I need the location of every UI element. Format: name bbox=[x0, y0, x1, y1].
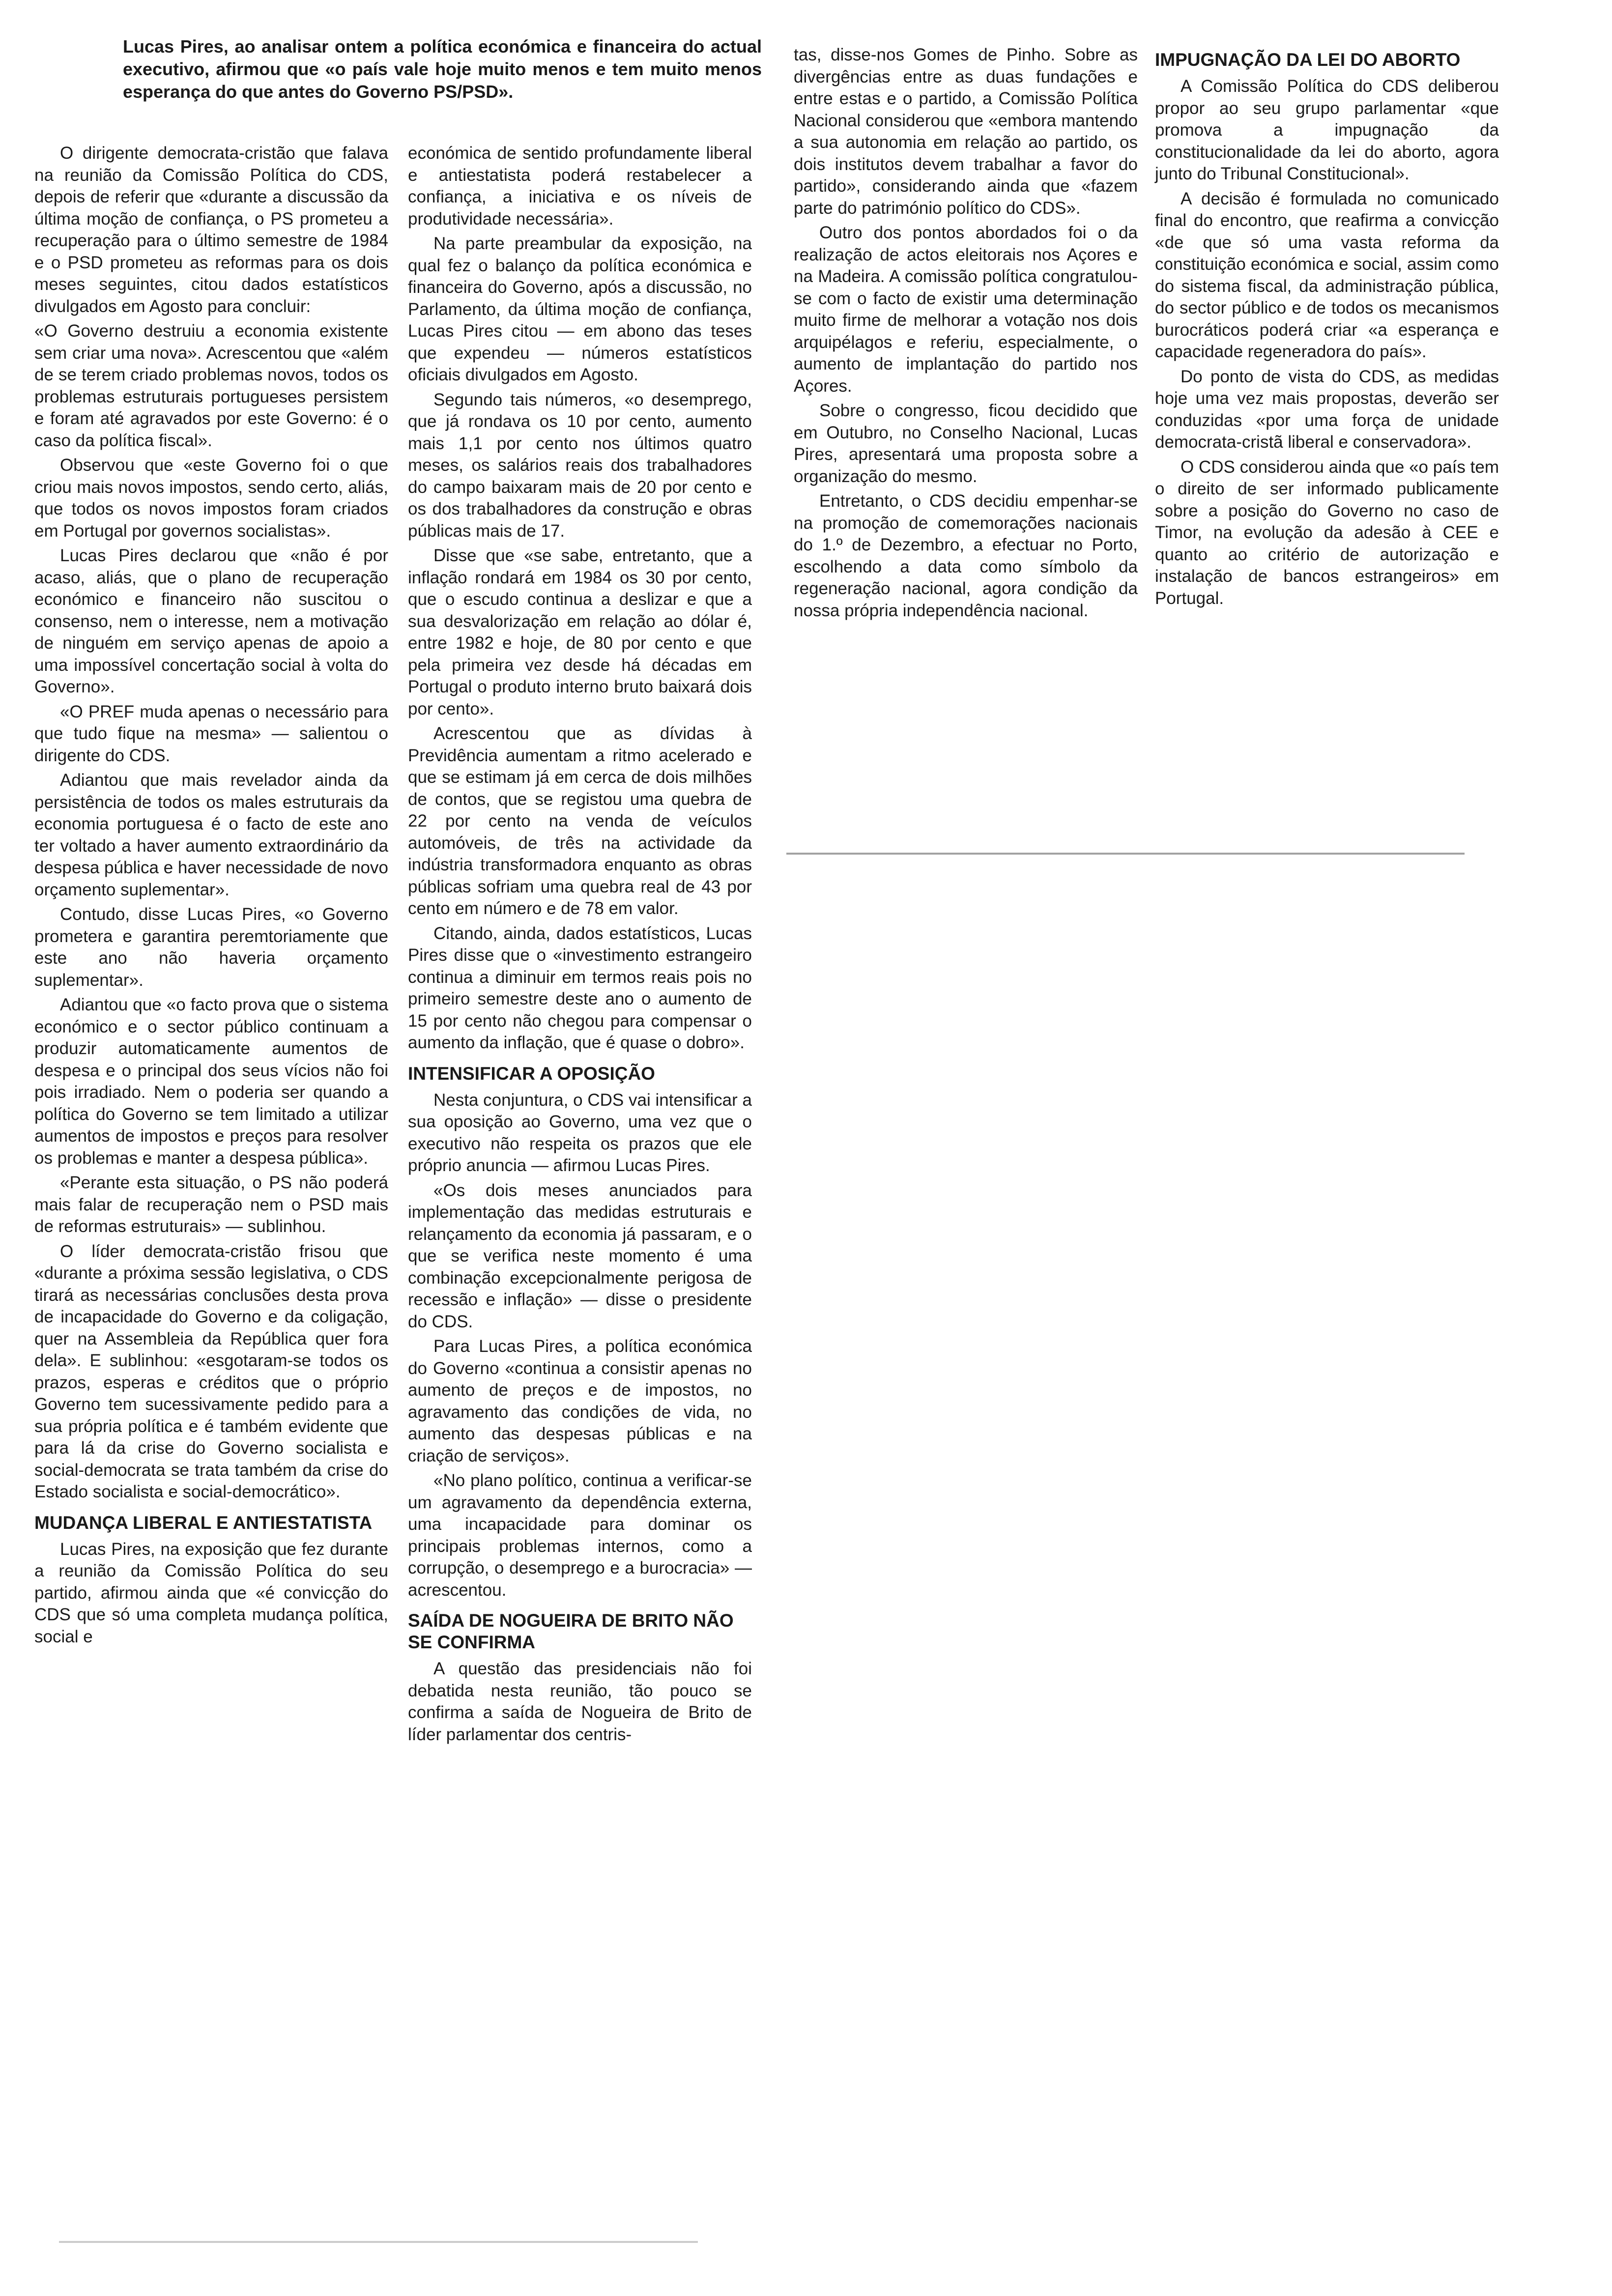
paragraph: «Os dois meses anunciados para implementação das medidas estruturais e relançamento da economia já passaram, e o que se verifica neste momento é uma combinação excepcionalmente perigosa de recessão e inflação» — disse o presidente do CDS. bbox=[408, 1180, 752, 1331]
paragraph: «No plano político, continua a verificar-se um agravamento da dependência externa, uma incapacidade para dominar os principais problemas internos, como a corrupção, o desemprego e a burocracia» — acrescentou. bbox=[408, 1471, 752, 1600]
paragraph: Na parte preambular da exposição, na qual fez o balanço da política económica e financeira do Governo, após a discussão, no Parlamento, da última moção de confiança, Lucas Pires citou — em abono das teses que expendeu — números estatísticos oficiais divulgados em Agosto. bbox=[408, 234, 752, 384]
paragraph: Adiantou que «o facto prova que o sistema económico e o sector público continuam a produzir automaticamente aumentos de despesa e o principal dos seus vícios não foi pois irradiado. Nem o poderia ser quando a política do Governo se tem limitado a utilizar aumentos de impostos e preços para resolver os problemas e manter a despesa pública». bbox=[34, 995, 388, 1168]
paragraph: O dirigente democrata-cristão que falava na reunião da Comissão Política do CDS, depois de referir que «durante a discussão da última moção de confiança, o PS prometeu a recuperação para o último semestre de 1984 e o PSD prometeu as reformas para os dois meses seguintes, citou dados estatísticos divulgados em Agosto para concluir: bbox=[34, 144, 388, 316]
paragraph: Adiantou que mais revelador ainda da persistência de todos os males estruturais da economia portuguesa é o facto de este ano ter voltado a haver aumento extraordinário da despesa pública e haver necessidade de novo orçamento suplementar». bbox=[34, 771, 388, 899]
paragraph: «O Governo destruiu a economia existente sem criar uma nova». Acrescentou que «além de se terem criado problemas novos, todos os problemas estruturais portugueses persistem e foram até agravados por este Governo: é o caso da política fiscal». bbox=[34, 321, 388, 450]
paragraph: Sobre o congresso, ficou decidido que em Outubro, no Conselho Nacional, Lucas Pires, apresentará uma proposta sobre a organização do mesmo. bbox=[794, 401, 1138, 486]
paragraph: Citando, ainda, dados estatísticos, Lucas Pires disse que o «investimento estrangeiro continua a diminuir em termos reais pois no primeiro semestre deste ano o aumento de 15 por cento não chegou para compensar o aumento da inflação, que é quase o dobro». bbox=[408, 923, 752, 1052]
column-1 bbox=[34, 143, 388, 1651]
section-heading: INTENSIFICAR A OPOSIÇÃO bbox=[408, 1063, 655, 1084]
paragraph: Entretanto, o CDS decidiu empenhar-se na promoção de comemorações nacionais do 1.º de Dezembro, a efectuar no Porto, escolhendo a data como símbolo da regeneração nacional, agora condição da nossa própria independência nacional. bbox=[794, 491, 1138, 620]
paragraph: A decisão é formulada no comunicado final do encontro, que reafirma a convicção «de que só uma vasta reforma da constituição económica e social, assim como do sistema fiscal, da administração pública, do sector público e de todos os mecanismos burocráticos poderá criar «a esperança e capacidade regeneradora do país». bbox=[1155, 189, 1499, 361]
paragraph: A Comissão Política do CDS deliberou propor ao seu grupo parlamentar «que promova a impugnação da constitucionalidade da lei do aborto, agora junto do Tribunal Constitucional». bbox=[1155, 77, 1499, 183]
paragraph: Lucas Pires, na exposição que fez durante a reunião da Comissão Política do seu partido, afirmou ainda que «é convicção do CDS que só uma completa mudança política, social e bbox=[34, 1539, 388, 1646]
paragraph: económica de sentido profundamente liberal e antiestatista poderá restabelecer a confiança, a iniciativa e os níveis de produtividade necessária». bbox=[408, 144, 752, 229]
paragraph: O CDS considerou ainda que «o país tem o direito de ser informado publicamente sobre a posição do Governo no caso de Timor, na evolução da adesão à CEE e quanto ao critério de autorização e instalação de bancos estrangeiros» em Portugal. bbox=[1155, 457, 1499, 608]
column-2 bbox=[408, 143, 752, 1749]
paragraph: Segundo tais números, «o desemprego, que já rondava os 10 por cento, aumento mais 1,1 por cento nos últimos quatro meses, os salários reais dos trabalhadores do campo baixaram mais de 20 por cento e os dos trabalhadores da construção e obras públicas mais de 17. bbox=[408, 390, 752, 541]
section-heading: IMPUGNAÇÃO DA LEI DO ABORTO bbox=[1155, 50, 1461, 70]
paragraph: Para Lucas Pires, a política económica do Governo «continua a consistir apenas no aumento de preços e de impostos, no agravamento das condições de vida, no aumento das despesas públicas e na criação de serviços». bbox=[408, 1337, 752, 1465]
lead-paragraph: Lucas Pires, ao analisar ontem a política económica e financeira do actual executivo, afirmou que «o país vale hoje muito menos e tem muito menos esperança do que antes do Governo PS/PSD». bbox=[123, 36, 762, 102]
paragraph: Nesta conjuntura, o CDS vai intensificar a sua oposição ao Governo, uma vez que o executivo não respeita os prazos que ele próprio anuncia — afirmou Lucas Pires. bbox=[408, 1090, 752, 1175]
paragraph: Contudo, disse Lucas Pires, «o Governo prometera e garantira peremtoriamente que este ano não haveria orçamento suplementar». bbox=[34, 905, 388, 990]
scan-smudge-line bbox=[59, 2241, 698, 2243]
section-heading: MUDANÇA LIBERAL E ANTIESTATISTA bbox=[34, 1512, 373, 1533]
paragraph: «Perante esta situação, o PS não poderá mais falar de recuperação nem o PSD mais de reformas estruturais» — sublinhou. bbox=[34, 1173, 388, 1236]
column-3 bbox=[794, 44, 1138, 625]
paragraph: O líder democrata-cristão frisou que «durante a próxima sessão legislativa, o CDS tirará as necessárias conclusões desta prova de incapacidade do Governo e da coligação, quer na Assembleia da República quer fora dela». E sublinhou: «esgotaram-se todos os prazos, esperas e créditos que o próprio Governo tem sucessivamente pedido para a sua própria política e é também evidente que para lá da crise do Governo socialista e social-democrata se trata também da crise do Estado socialista e social-democrático». bbox=[34, 1241, 388, 1501]
paragraph: «O PREF muda apenas o necessário para que tudo fique na mesma» — salientou o dirigente do CDS. bbox=[34, 702, 388, 765]
paragraph: Disse que «se sabe, entretanto, que a inflação rondará em 1984 os 30 por cento, que o escudo continua a deslizar e que a sua desvalorização em relação ao dólar é, entre 1982 e hoje, de 80 por cento e que pela primeira vez desde há décadas em Portugal o produto interno bruto baixará dois por cento». bbox=[408, 546, 752, 718]
paragraph: tas, disse-nos Gomes de Pinho. Sobre as divergências entre as duas fundações e entre estas e o partido, a Comissão Política Nacional considerou que «embora mantendo a sua autonomia em relação ao partido, os dois institutos devem trabalhar a favor do partido», considerando ainda que «fazem parte do património político do CDS». bbox=[794, 45, 1138, 218]
column-4 bbox=[1155, 44, 1499, 612]
section-heading: SAÍDA DE NOGUEIRA DE BRITO NÃO SE CONFIRMA bbox=[408, 1610, 734, 1652]
paragraph: A questão das presidenciais não foi debatida nesta reunião, tão pouco se confirma a saída de Nogueira de Brito de líder parlamentar dos centris- bbox=[408, 1659, 752, 1744]
scan-smudge-line bbox=[786, 853, 1465, 855]
paragraph: Lucas Pires declarou que «não é por acaso, aliás, que o plano de recuperação económico e financeiro não suscitou o consenso, nem o interesse, nem a motivação de ninguém em serviço apenas de apoio a uma impossível concertação social à volta do Governo». bbox=[34, 546, 388, 696]
paragraph: Do ponto de vista do CDS, as medidas hoje uma vez mais propostas, deverão ser conduzidas «por uma força de unidade democrata-cristã liberal e conservadora». bbox=[1155, 367, 1499, 452]
paragraph: Observou que «este Governo foi o que criou mais novos impostos, sendo certo, aliás, que todos os novos impostos foram criados em Portugal por governos socialistas». bbox=[34, 456, 388, 541]
paragraph: Outro dos pontos abordados foi o da realização de actos eleitorais nos Açores e na Madeira. A comissão política congratulou-se com o facto de existir uma determinação muito firme de melhorar a votação nos dois arquipélagos e referiu, especialmente, o aumento de implantação do partido nos Açores. bbox=[794, 223, 1138, 396]
paragraph: Acrescentou que as dívidas à Previdência aumentam a ritmo acelerado e que se estimam já em cerca de dois milhões de contos, que se registou uma quebra de 22 por cento na venda de veículos automóveis, de três na actividade da indústria transformadora enquanto as obras públicas sofriam uma quebra real de 43 por cento em número e de 78 em valor. bbox=[408, 724, 752, 918]
